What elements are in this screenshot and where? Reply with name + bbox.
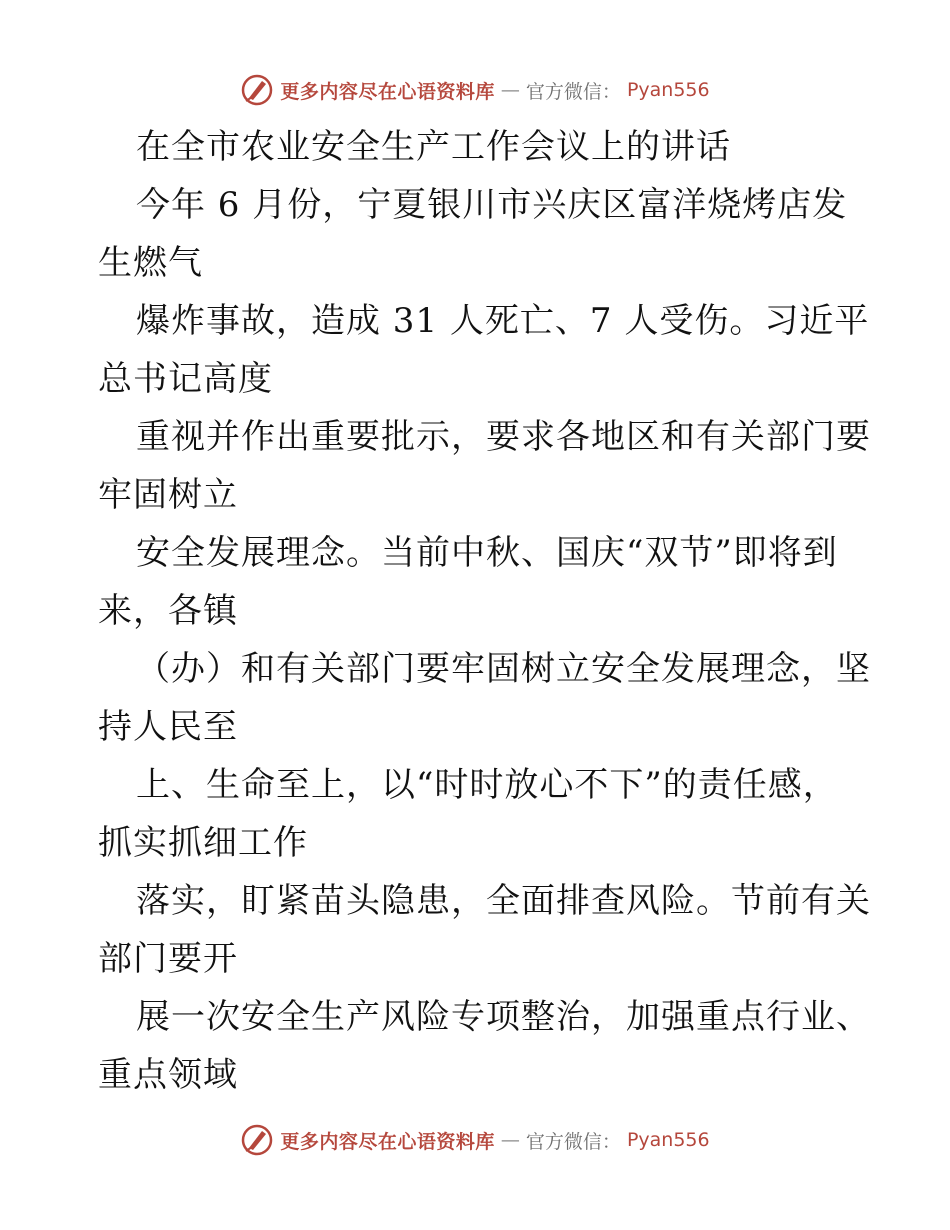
document-body xyxy=(98,118,871,1104)
text-line: 抓实抓细工作 xyxy=(98,823,308,863)
text-line: 落实，盯紧苗头隐患，全面排查风险。节前有关 xyxy=(136,881,871,921)
watermark-account: Pyan556 xyxy=(626,1129,710,1151)
watermark-account: Pyan556 xyxy=(626,79,710,101)
text-line: 牢固树立 xyxy=(98,475,238,515)
watermark-wechat-label: 官方微信： xyxy=(525,80,621,103)
watermark-site-text: 更多内容尽在心语资料库 xyxy=(280,1130,495,1153)
text-line: 持人民至 xyxy=(98,707,238,747)
watermark-site-text: 更多内容尽在心语资料库 xyxy=(280,80,495,103)
text-line: 部门要开 xyxy=(98,939,238,979)
text-line: 上、生命至上，以“时时放心不下”的责任感， xyxy=(136,765,838,805)
watermark-wechat-label: 官方微信： xyxy=(525,1130,621,1153)
watermark-dash: — xyxy=(500,79,520,101)
text-line: 重视并作出重要批示，要求各地区和有关部门要 xyxy=(136,417,871,457)
document-title: 在全市农业安全生产工作会议上的讲话 xyxy=(136,127,731,167)
header-watermark xyxy=(0,70,950,110)
text-line: 来，各镇 xyxy=(98,591,238,631)
text-line: 总书记高度 xyxy=(98,359,273,399)
quill-logo-icon xyxy=(240,1123,274,1157)
footer-watermark xyxy=(0,1120,950,1160)
quill-logo-icon xyxy=(240,73,274,107)
text-line: （办）和有关部门要牢固树立安全发展理念，坚 xyxy=(136,649,871,689)
text-line: 安全发展理念。当前中秋、国庆“双节”即将到 xyxy=(136,533,838,573)
text-line: 今年 6 月份，宁夏银川市兴庆区富洋烧烤店发 xyxy=(136,185,848,225)
text-line: 展一次安全生产风险专项整治，加强重点行业、 xyxy=(136,997,871,1037)
watermark-dash: — xyxy=(500,1129,520,1151)
text-line: 生燃气 xyxy=(98,243,203,283)
text-line: 重点领域 xyxy=(98,1055,238,1095)
text-line: 爆炸事故，造成 31 人死亡、7 人受伤。习近平 xyxy=(136,301,870,341)
